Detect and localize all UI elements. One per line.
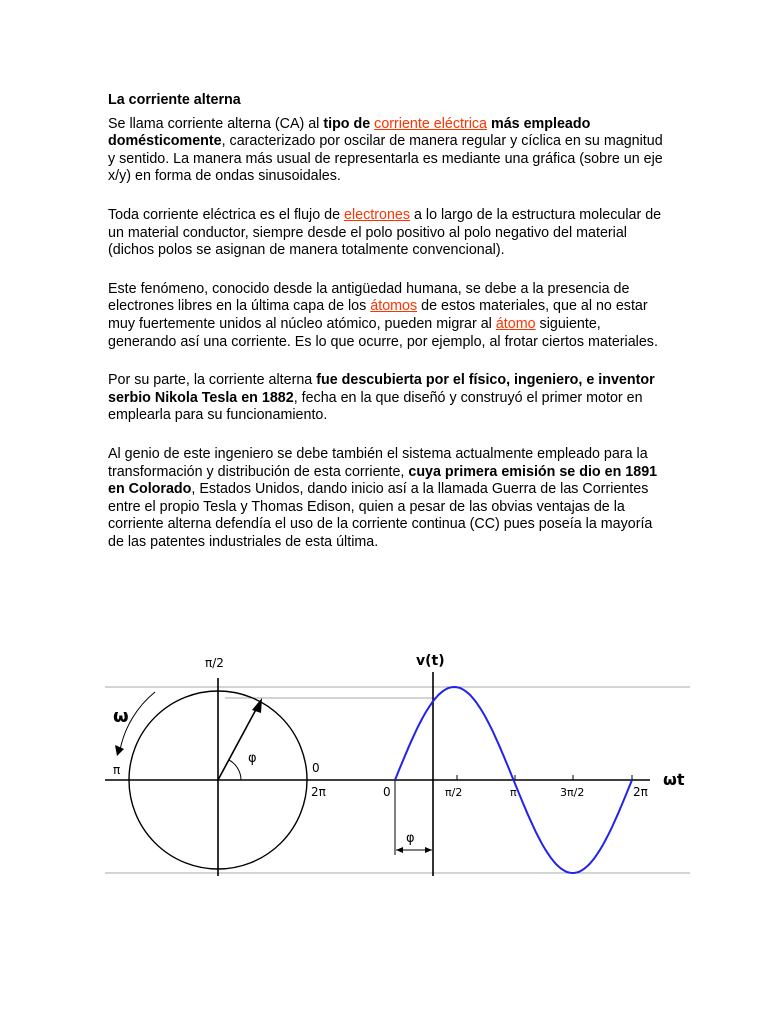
omega-arrowhead xyxy=(115,745,124,756)
phasor-arrow xyxy=(218,702,260,780)
article-title: La corriente alterna xyxy=(108,92,241,108)
label-two-pi-circle: 2π xyxy=(311,785,326,799)
phi-shift-arrow-left xyxy=(396,847,403,853)
p5-bold-b: cuya primera emisión se dio en 1891 en Colorado xyxy=(108,463,658,498)
label-omega-t: ωt xyxy=(663,770,685,789)
paragraph-3 xyxy=(108,281,668,351)
p5-text-a: Al genio de este ingeniero se debe también el sistema actualmente empleado para la transformación y distribución de esta corriente, xyxy=(108,445,648,480)
article xyxy=(108,92,668,572)
link-atomos[interactable]: átomos xyxy=(370,298,418,315)
phasor-sine-diagram xyxy=(105,650,690,880)
link-corriente-electrica[interactable]: corriente eléctrica xyxy=(374,115,488,132)
label-two-pi-axis: 2π xyxy=(633,785,648,799)
label-pi-axis: π xyxy=(510,786,517,799)
paragraph-2 xyxy=(108,207,668,260)
p3-text-b: de estos materiales, que al no estar muy fuertemente unidos al núcleo atómico, pueden migrar al xyxy=(108,298,648,332)
p1-bold-c-2: mente xyxy=(179,133,222,150)
phi-arc xyxy=(229,760,241,780)
label-pi-half-top: π/2 xyxy=(205,656,224,670)
p3-text-c: siguiente, generando así una corriente. Es lo que ocurre, por ejemplo, al frotar ciertos materiales. xyxy=(108,315,658,350)
p1-text-d: , caracterizado por oscilar de manera regular y cíclica en su magnitud y sentido. La manera más usual de representarla es mediante una gráfica (sobre un eje x/y) en forma de ondas sinusoidales. xyxy=(108,133,663,185)
label-zero-axis: 0 xyxy=(383,785,391,799)
label-zero-right: 0 xyxy=(312,761,320,775)
label-phi-shift: φ xyxy=(406,831,415,846)
p4-text-c: , fecha en la que diseñó y construyó el primer motor en emplearla para su funcionamiento. xyxy=(108,389,643,424)
paragraph-5 xyxy=(108,446,668,552)
label-phi-circle: φ xyxy=(248,751,257,766)
p1-bold-b: tipo de xyxy=(323,115,375,132)
phi-shift-arrow-right xyxy=(425,847,432,853)
label-pi-half-axis: π/2 xyxy=(445,786,463,799)
label-omega: ω xyxy=(113,706,129,727)
p2-text-b: a lo largo de la estructura molecular de un material conductor, siempre desde el polo positivo al polo negativo del material (dichos polos se asignan de manera totalmente convencional). xyxy=(108,206,662,259)
p4-bold-b: fue descubierta por el físico, ingeniero, e inventor serbio Nikola Tesla en 1882 xyxy=(108,372,655,406)
label-three-pi-half-axis: 3π/2 xyxy=(560,786,585,799)
paragraph-4 xyxy=(108,372,668,425)
p1-text-a: Se llama corriente alterna (CA) al xyxy=(108,115,324,132)
link-atomo[interactable]: átomo xyxy=(495,315,536,332)
link-electrones[interactable]: electrones xyxy=(344,206,410,223)
paragraph-1 xyxy=(108,116,668,186)
label-v-t: v(t) xyxy=(416,653,445,669)
diagram-svg xyxy=(105,650,690,880)
p2-text-a: Toda corriente eléctrica es el flujo de xyxy=(108,206,345,223)
p4-text-a: Por su parte, la corriente alterna xyxy=(108,372,317,389)
label-pi-left: π xyxy=(113,763,121,777)
p5-text-c: , Estados Unidos, dando inicio así a la llamada Guerra de las Corrientes entre el propio Tesla y Thomas Edison, quien a pesar de las obvias ventajas de la corriente alterna defendía el uso de la corriente continua (CC) pues poseía la mayoría de las patentes industriales de esta última. xyxy=(108,481,653,550)
p1-bold-c-1: más empleado doméstico xyxy=(108,115,591,150)
p3-text-a: Este fenómeno, conocido desde la antigüedad humana, se debe a la presencia de electrones libres en la última capa de los xyxy=(108,280,630,315)
